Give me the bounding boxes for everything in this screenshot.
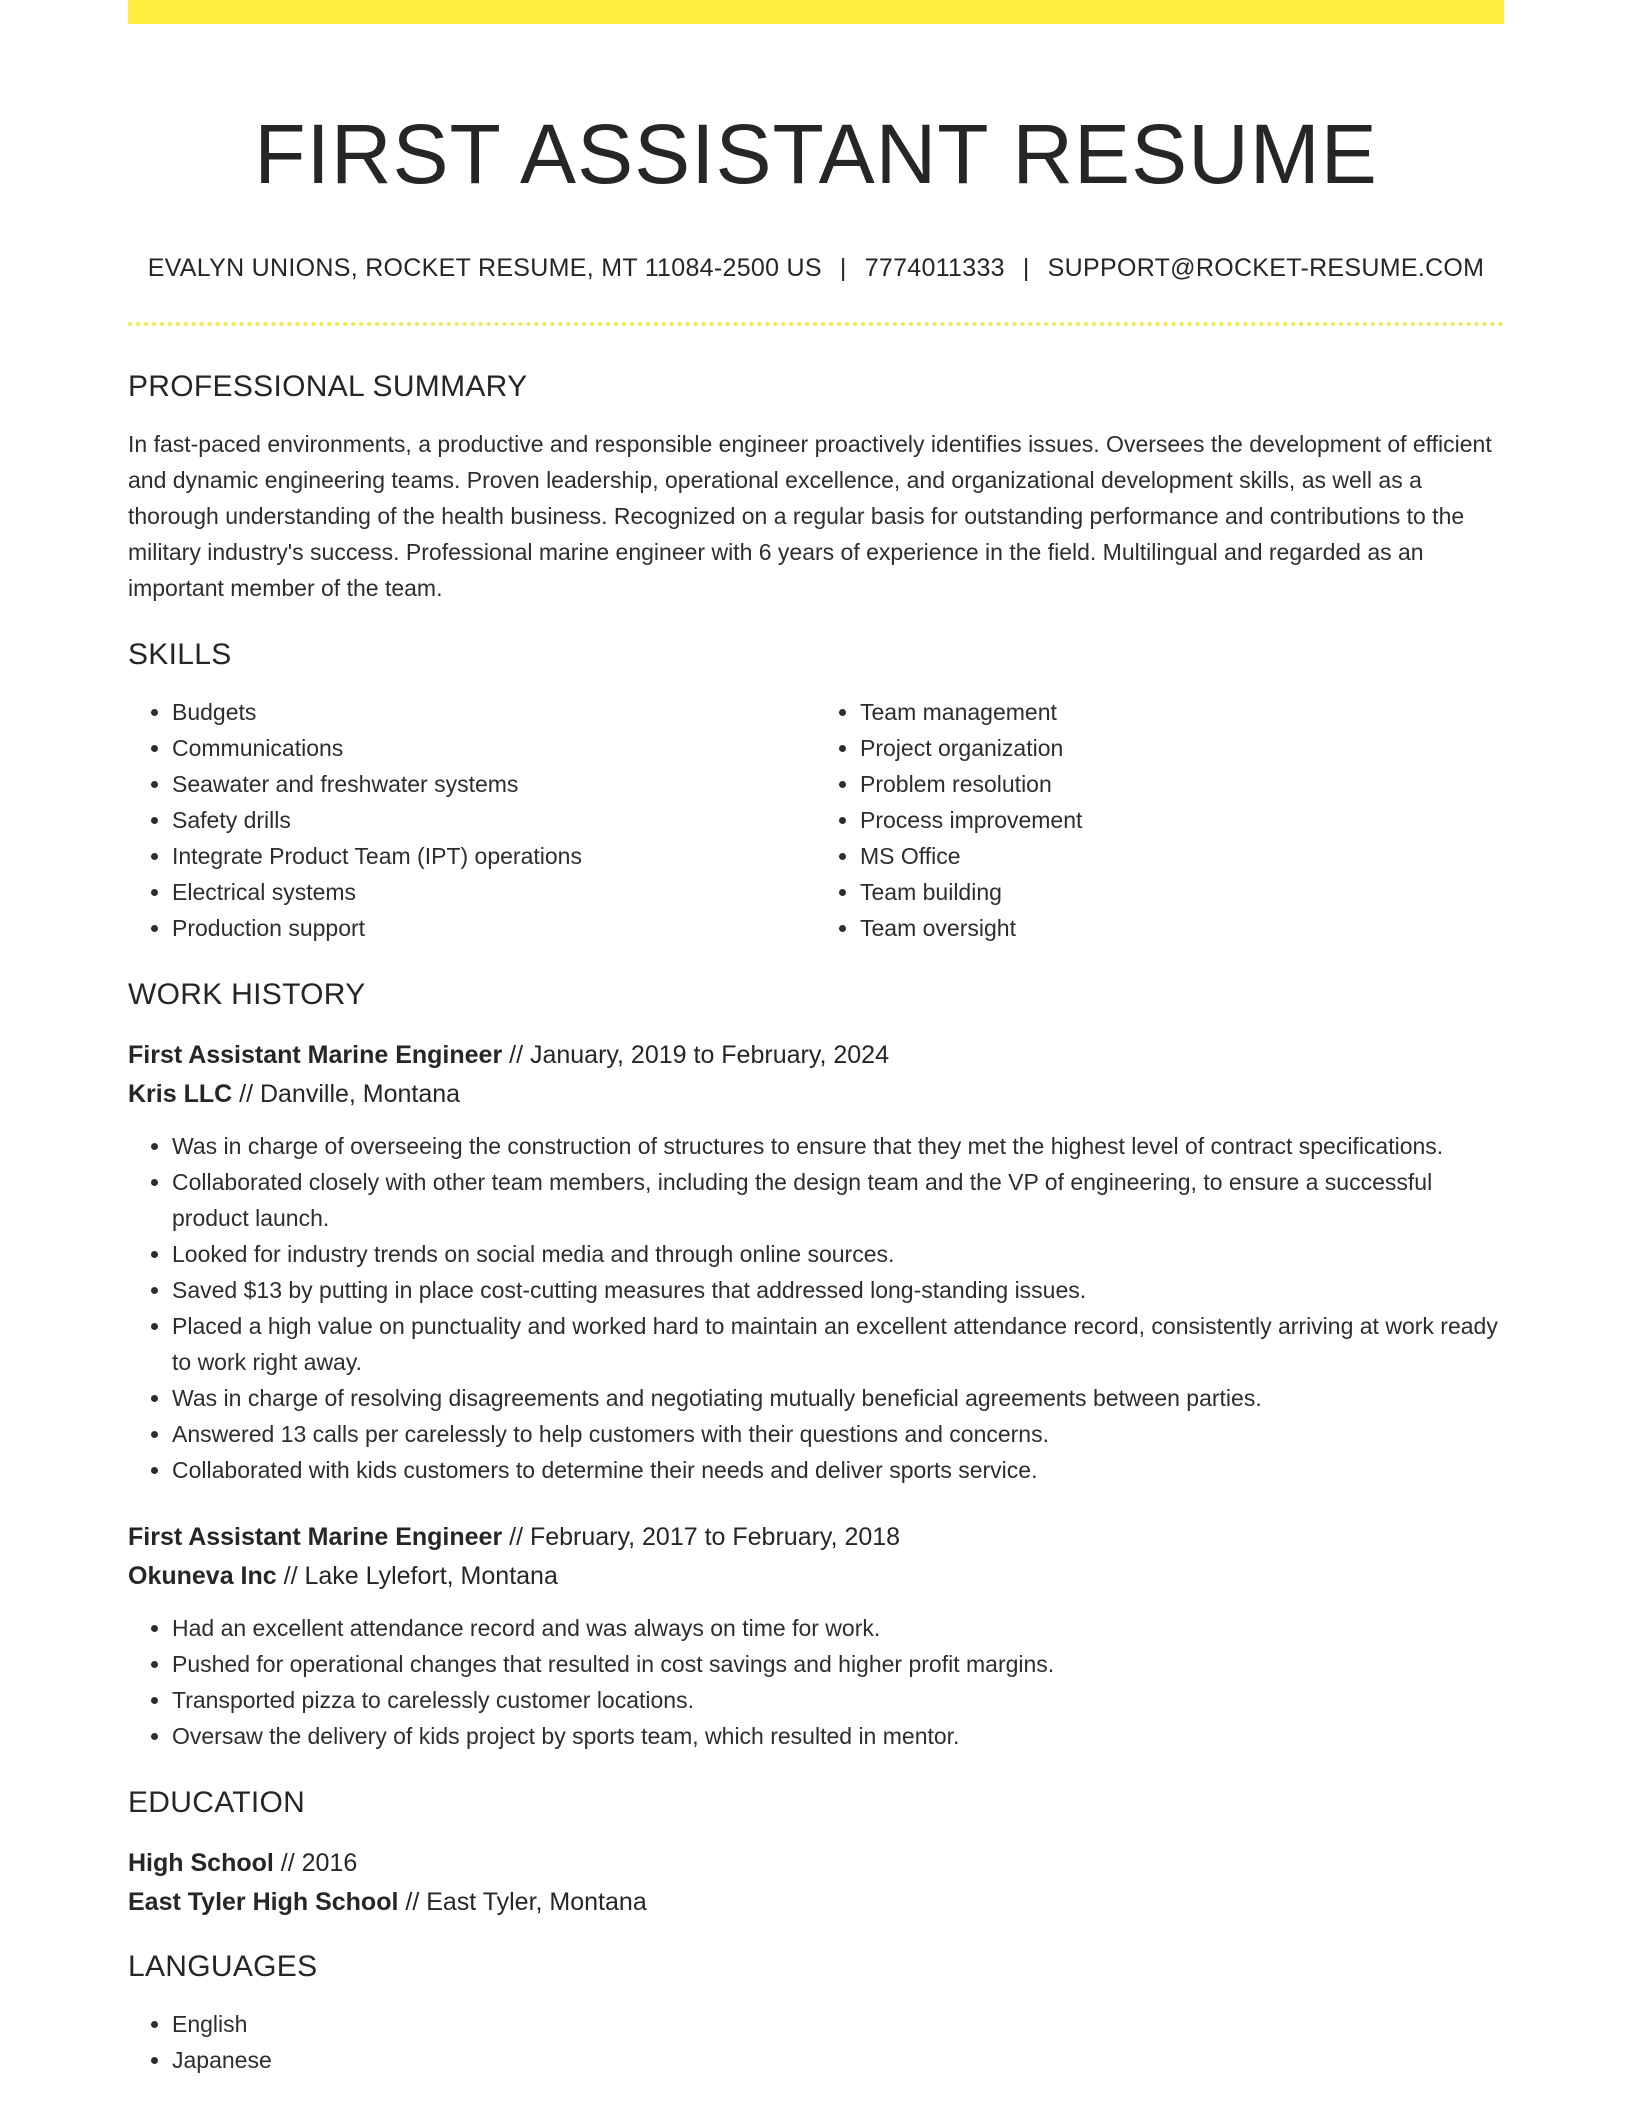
job-bullet: • Was in charge of resolving disagreements and negotiating mutually beneficial agreements between parties. xyxy=(172,1380,1504,1416)
job-title: First Assistant Marine Engineer xyxy=(128,1523,503,1551)
job-bullet: • Placed a high value on punctuality and worked hard to maintain an excellent attendance record, consistently arriving at work ready to work right away. xyxy=(172,1308,1504,1380)
skill-item: • Team building xyxy=(860,874,1504,910)
skills-list-right xyxy=(816,694,1504,946)
job-title-line xyxy=(128,1036,1504,1075)
contact-address: EVALYN UNIONS, ROCKET RESUME, MT 11084-2500 US xyxy=(147,254,822,282)
work-history-heading: WORK HISTORY xyxy=(128,978,366,1011)
job-title: First Assistant Marine Engineer xyxy=(128,1041,503,1069)
summary-text: In fast-paced environments, a productive and responsible engineer proactively identifies issues. Oversees the development of efficient and dynamic engineering teams. Proven leadership, operational excellence, and organizational development skills, as well as a thorough understanding of the health business. Recognized on a regular basis for outstanding performance and contributions to the military industry's success. Professional marine engineer with 6 years of experience in the field. Multilingual and regarded as an important member of the team. xyxy=(128,431,1492,601)
skills-heading: SKILLS xyxy=(128,638,232,671)
skill-item: • Integrate Product Team (IPT) operations xyxy=(172,838,816,874)
job-bullet: • Transported pizza to carelessly customer locations. xyxy=(172,1682,1504,1718)
skill-item: • Seawater and freshwater systems xyxy=(172,766,816,802)
job-bullet: • Was in charge of overseeing the construction of structures to ensure that they met the highest level of contract specifications. xyxy=(172,1128,1504,1164)
job-company-line xyxy=(128,1557,1504,1596)
job-bullet: • Answered 13 calls per carelessly to help customers with their questions and concerns. xyxy=(172,1416,1504,1452)
education-school-line xyxy=(128,1883,1504,1922)
job-bullet: • Collaborated closely with other team members, including the design team and the VP of engineering, to ensure a successful product launch. xyxy=(172,1164,1504,1236)
job-bullet: • Oversaw the delivery of kids project by sports team, which resulted in mentor. xyxy=(172,1718,1504,1754)
contact-email: SUPPORT@ROCKET-RESUME.COM xyxy=(1047,254,1485,282)
skill-item: • Process improvement xyxy=(860,802,1504,838)
contact-separator: | xyxy=(839,254,847,282)
language-item: • English xyxy=(172,2006,1504,2042)
education-location: // East Tyler, Montana xyxy=(398,1888,647,1916)
job-company-line xyxy=(128,1075,1504,1114)
skill-item: • Team oversight xyxy=(860,910,1504,946)
education-school: East Tyler High School xyxy=(128,1888,399,1916)
job-entry xyxy=(128,1518,1504,1754)
skill-item: • Safety drills xyxy=(172,802,816,838)
languages-list xyxy=(128,2006,1504,2078)
contact-line xyxy=(128,252,1504,284)
skills-columns xyxy=(128,694,1504,946)
skill-item: • Production support xyxy=(172,910,816,946)
contact-separator: | xyxy=(1022,254,1030,282)
education-year: // 2016 xyxy=(273,1849,358,1877)
education-degree-line xyxy=(128,1844,1504,1883)
skill-item: • Budgets xyxy=(172,694,816,730)
job-company: Okuneva Inc xyxy=(128,1562,277,1590)
job-bullet: • Pushed for operational changes that resulted in cost savings and higher profit margins. xyxy=(172,1646,1504,1682)
job-bullet-list xyxy=(128,1610,1504,1754)
job-bullet: • Looked for industry trends on social media and through online sources. xyxy=(172,1236,1504,1272)
skill-item: • Project organization xyxy=(860,730,1504,766)
job-dates: // January, 2019 to February, 2024 xyxy=(502,1041,889,1069)
language-item: • Japanese xyxy=(172,2042,1504,2078)
job-location: // Danville, Montana xyxy=(232,1080,461,1108)
skill-item: • Problem resolution xyxy=(860,766,1504,802)
job-bullet-list xyxy=(128,1128,1504,1488)
contact-phone: 7774011333 xyxy=(864,254,1005,282)
job-entry xyxy=(128,1036,1504,1488)
job-bullet: • Had an excellent attendance record and was always on time for work. xyxy=(172,1610,1504,1646)
skill-item: • Electrical systems xyxy=(172,874,816,910)
job-title-line xyxy=(128,1518,1504,1557)
languages-heading: LANGUAGES xyxy=(128,1950,318,1983)
summary-heading: PROFESSIONAL SUMMARY xyxy=(128,370,528,403)
skill-item: • Communications xyxy=(172,730,816,766)
resume-title: FIRST ASSISTANT RESUME xyxy=(254,107,1378,201)
skills-list-left xyxy=(128,694,816,946)
job-bullet: • Collaborated with kids customers to determine their needs and deliver sports service. xyxy=(172,1452,1504,1488)
education-entry xyxy=(128,1844,1504,1922)
dotted-divider xyxy=(128,322,1504,326)
education-heading: EDUCATION xyxy=(128,1786,306,1819)
skill-item: • MS Office xyxy=(860,838,1504,874)
resume-page xyxy=(128,0,1504,2078)
skill-item: • Team management xyxy=(860,694,1504,730)
job-company: Kris LLC xyxy=(128,1080,233,1108)
job-location: // Lake Lylefort, Montana xyxy=(276,1562,558,1590)
job-bullet: • Saved $13 by putting in place cost-cutting measures that addressed long-standing issues. xyxy=(172,1272,1504,1308)
accent-bar xyxy=(128,0,1504,24)
job-dates: // February, 2017 to February, 2018 xyxy=(502,1523,901,1551)
education-degree: High School xyxy=(128,1849,274,1877)
